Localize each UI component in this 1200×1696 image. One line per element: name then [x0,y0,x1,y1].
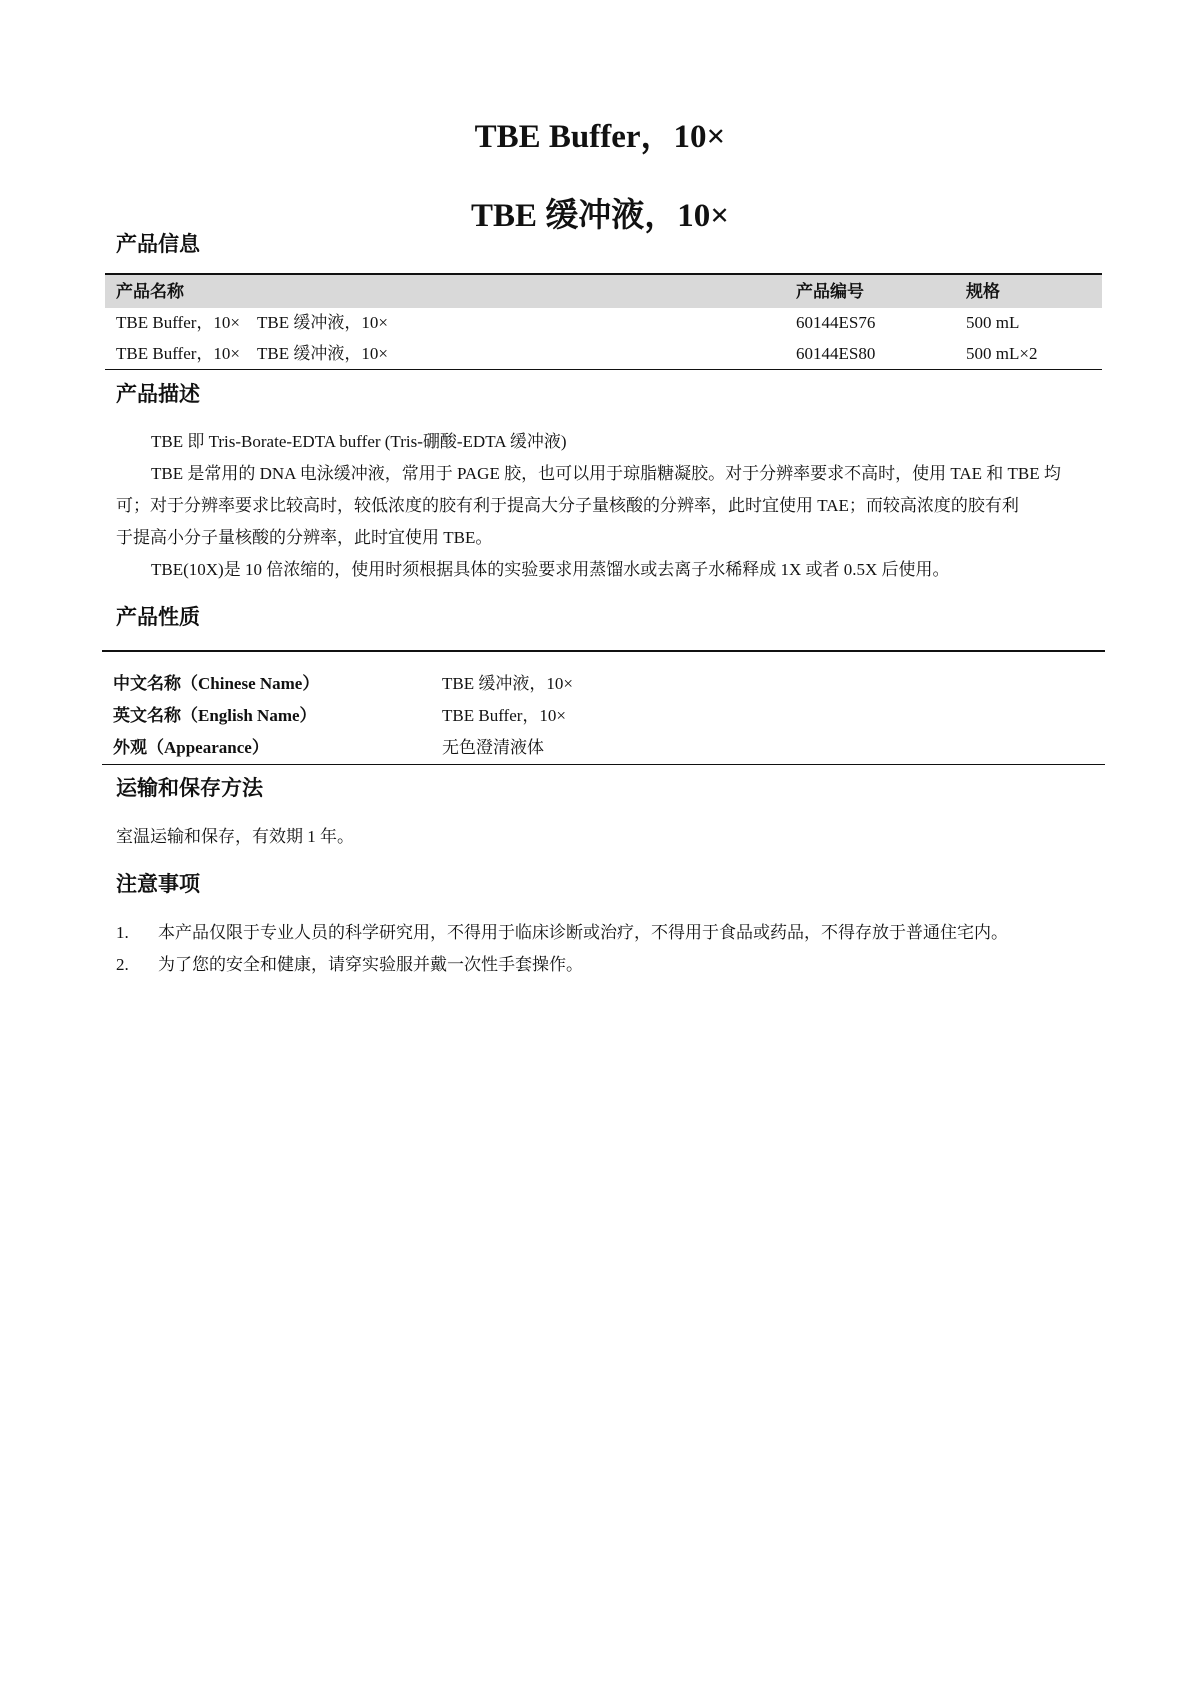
storage-text: 室温运输和保存，有效期 1 年。 [116,827,354,846]
storage-heading: 运输和保存方法 [116,776,263,800]
note-2-text: 为了您的安全和健康，请穿实验服并戴一次性手套操作。 [158,955,583,974]
property-label-chinese-name: 中文名称（Chinese Name） [113,674,320,693]
table-row-1-spec: 500 mL [966,313,1020,332]
column-header-spec: 规格 [966,282,1000,301]
table-row-2-name: TBE Buffer，10× TBE 缓冲液，10× [116,344,388,363]
property-label-english-name: 英文名称（English Name） [113,706,317,725]
property-value-chinese-name: TBE 缓冲液，10× [442,674,573,693]
description-line-1: TBE 即 Tris-Borate-EDTA buffer (Tris-硼酸-EDTA 缓冲液) [151,432,567,451]
note-2-number: 2. [116,955,129,974]
notes-heading: 注意事项 [116,872,200,896]
column-header-product-name: 产品名称 [116,282,184,301]
property-value-appearance: 无色澄清液体 [442,738,544,757]
table-row-2-code: 60144ES80 [796,344,876,363]
properties-heading: 产品性质 [116,605,200,629]
property-label-appearance: 外观（Appearance） [113,738,269,757]
document-title-english: TBE Buffer，10× [474,119,726,155]
description-heading: 产品描述 [116,382,200,406]
table-row-1-code: 60144ES76 [796,313,876,332]
product-info-header-row [105,275,1102,308]
note-1-text: 本产品仅限于专业人员的科学研究用，不得用于临床诊断或治疗，不得用于食品或药品，不得存放于普通住宅内。 [158,923,1008,942]
column-header-product-code: 产品编号 [796,282,864,301]
table-row-1-name: TBE Buffer，10× TBE 缓冲液，10× [116,313,388,332]
property-value-english-name: TBE Buffer，10× [442,706,567,725]
description-line-4: 于提高小分子量核酸的分辨率，此时宜使用 TBE。 [116,528,493,547]
note-1-number: 1. [116,923,129,942]
description-line-5: TBE(10X)是 10 倍浓缩的，使用时须根据具体的实验要求用蒸馏水或去离子水稀释成 1X 或者 0.5X 后使用。 [151,560,950,579]
description-line-3: 可；对于分辨率要求比较高时，较低浓度的胶有利于提高大分子量核酸的分辨率，此时宜使用 TAE；而较高浓度的胶有利 [116,496,1019,515]
product-info-heading: 产品信息 [116,232,200,256]
properties-top-rule [102,650,1105,652]
product-info-bottom-rule [105,369,1102,370]
table-row-2-spec: 500 mL×2 [966,344,1038,363]
document-title-chinese: TBE 缓冲液，10× [470,198,730,234]
properties-bottom-rule [102,764,1105,765]
description-line-2: TBE 是常用的 DNA 电泳缓冲液，常用于 PAGE 胶，也可以用于琼脂糖凝胶。对于分辨率要求不高时，使用 TAE 和 TBE 均 [151,464,1061,483]
